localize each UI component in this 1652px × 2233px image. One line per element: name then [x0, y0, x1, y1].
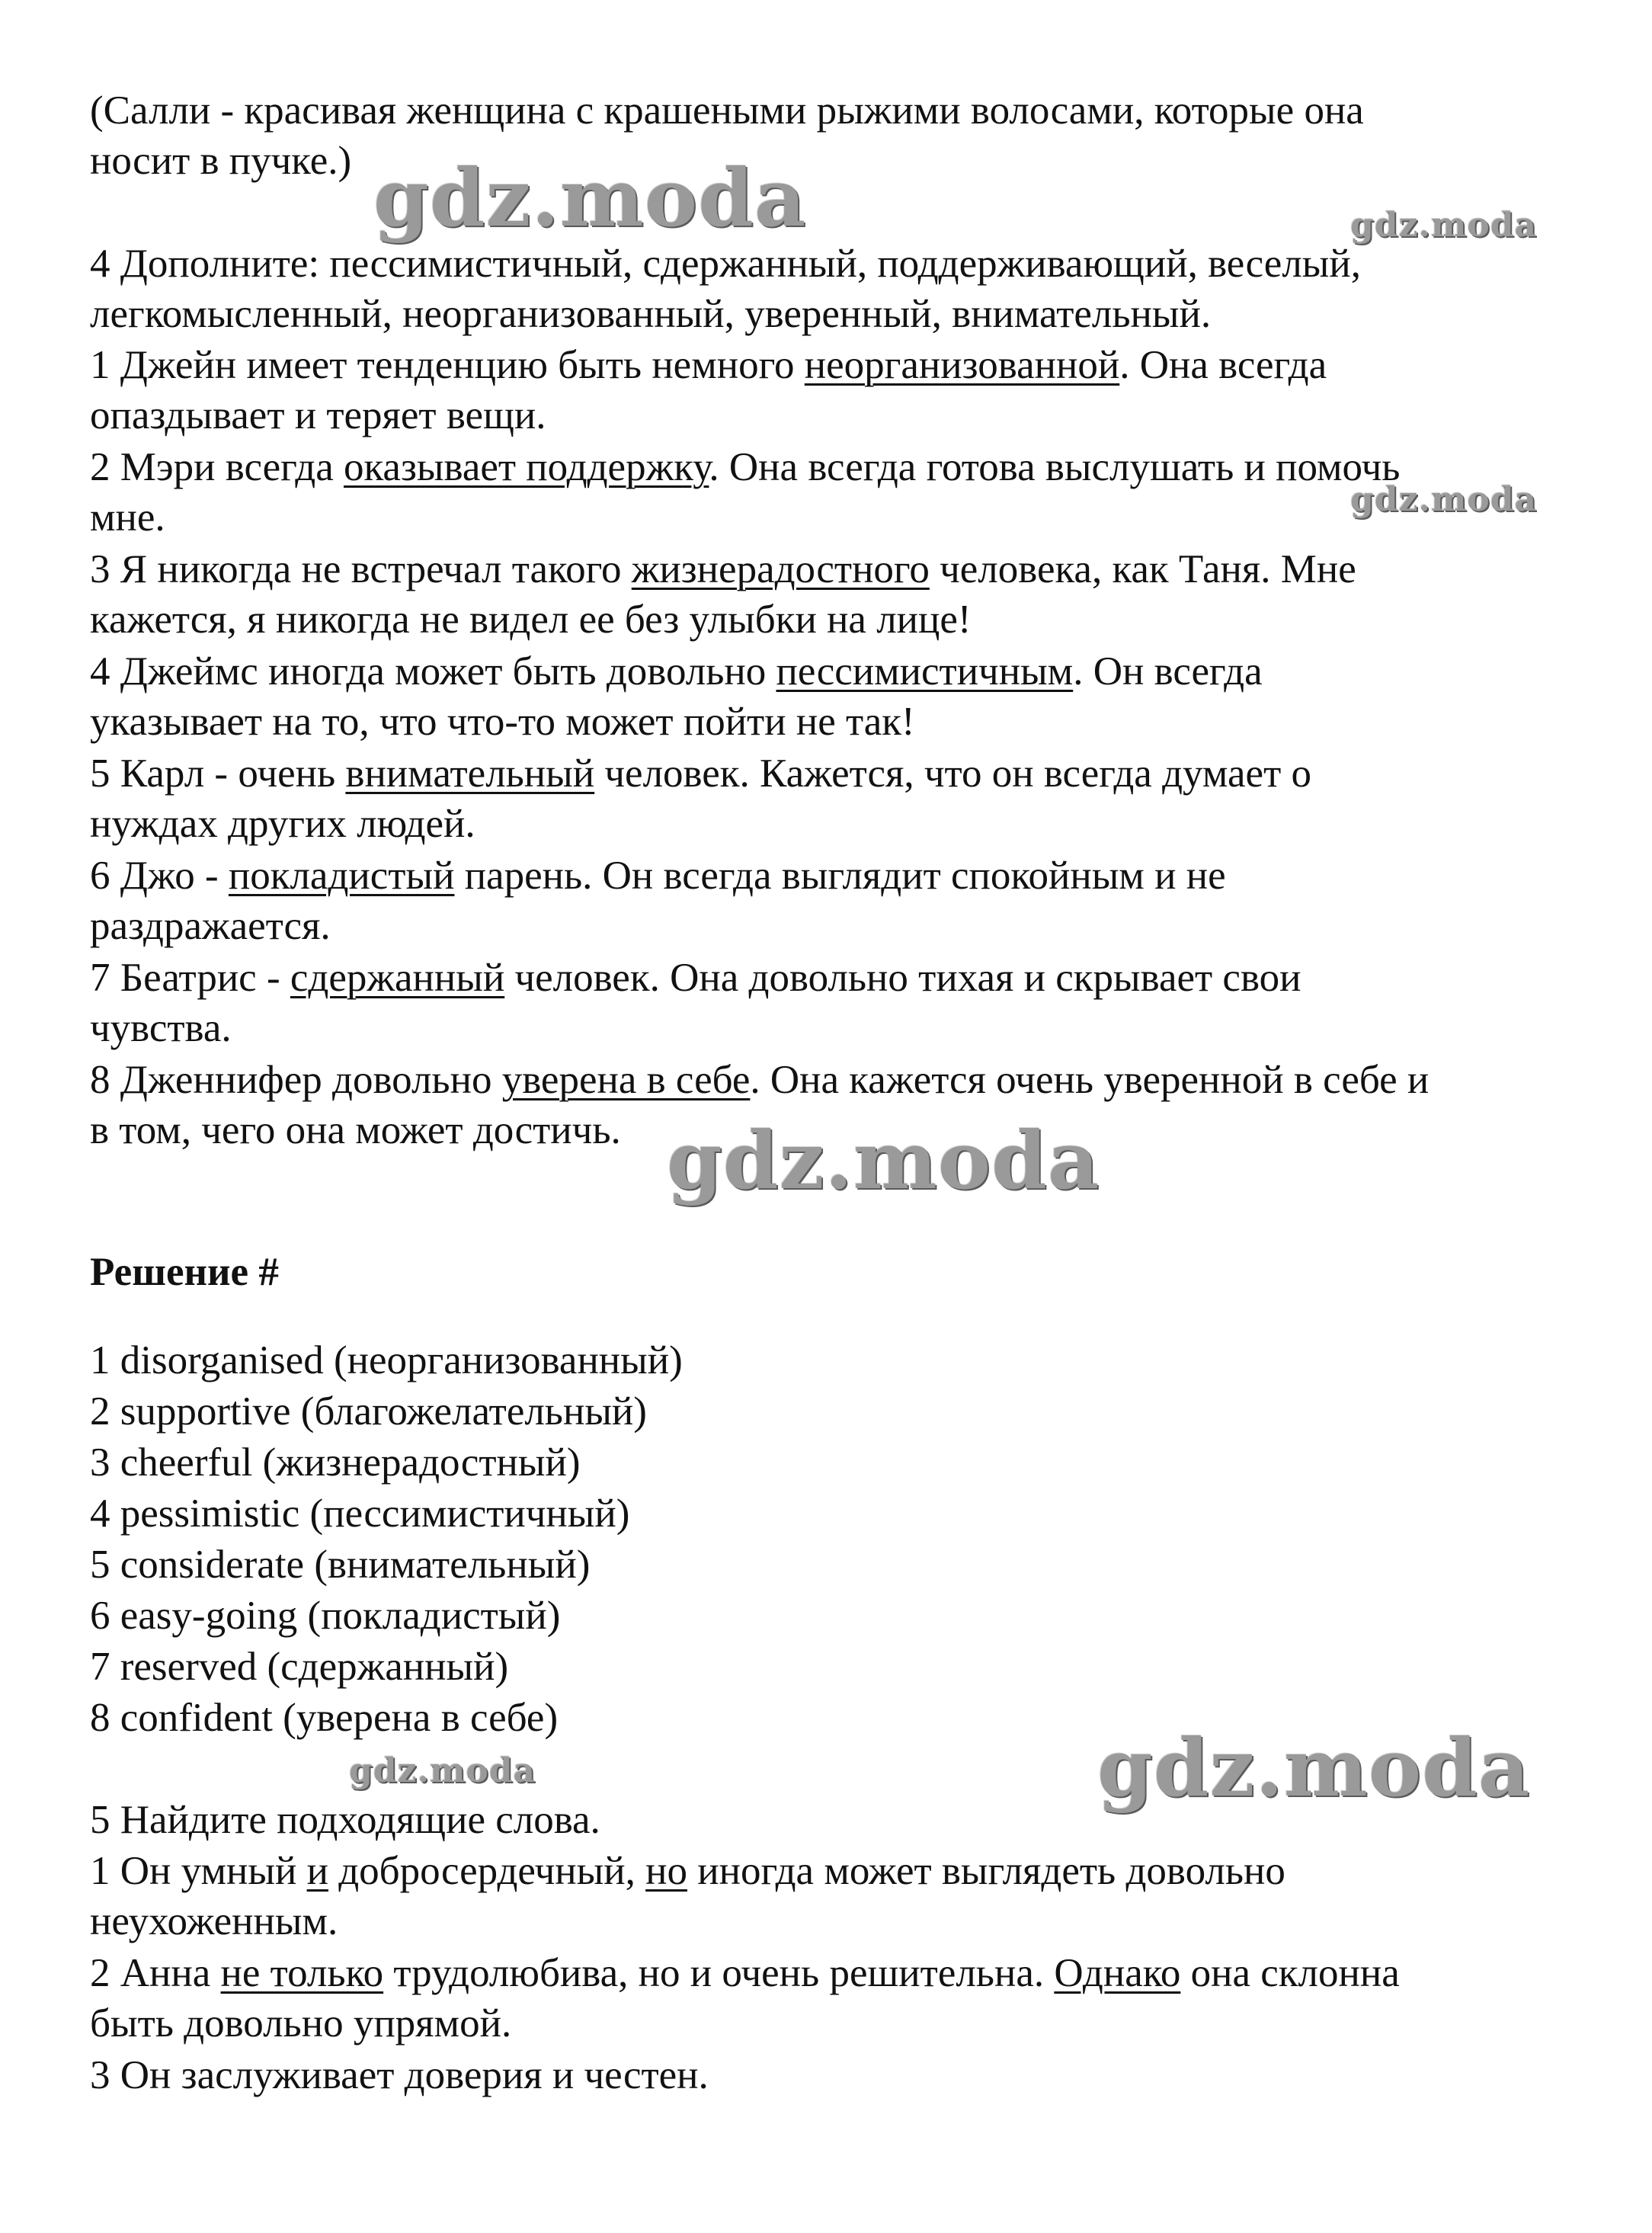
watermark-logo: gdz.moda [1097, 1721, 1531, 1815]
answer-underlined: внимательный [345, 751, 595, 796]
answer-underlined: жизнерадостного [631, 547, 930, 591]
task4-sentence-2-cont: мне. [90, 495, 165, 540]
task5-sentence-2-cont: быть довольно упрямой. [90, 2001, 512, 2046]
answer-underlined: пессимистичным [776, 649, 1074, 694]
task4-sentence-3-cont: кажется, я никогда не видел ее без улыбки на лице! [90, 597, 972, 642]
task4-sentence-7: 7 Беатрис - сдержанный человек. Она довольно тихая и скрывает свои [90, 956, 1301, 1000]
answer-underlined: Однако [1054, 1951, 1181, 1995]
task4-heading-line-1: 4 Дополните: пессимистичный, сдержанный, поддерживающий, веселый, [90, 242, 1361, 286]
task4-sentence-4: 4 Джеймс иногда может быть довольно пессимистичным. Он всегда [90, 649, 1263, 694]
watermark-logo: gdz.moda [1350, 206, 1538, 245]
task4-sentence-1-cont: опаздывает и теряет вещи. [90, 393, 546, 437]
task4-heading-line-2: легкомысленный, неорганизованный, уверенный, внимательный. [90, 292, 1212, 336]
answer-underlined: уверена в себе [501, 1058, 751, 1102]
task4-sentence-7-cont: чувства. [90, 1006, 232, 1050]
solution-answer: 2 supportive (благожелательный) [90, 1389, 647, 1434]
solution-answer: 5 considerate (внимательный) [90, 1543, 591, 1587]
watermark-logo: gdz.moda [373, 151, 807, 245]
answer-underlined: оказывает поддержку [343, 445, 709, 489]
watermark-logo: gdz.moda [349, 1751, 536, 1790]
intro-line-1: (Салли - красивая женщина с крашеными рыжими волосами, которые она [90, 88, 1364, 133]
answer-underlined: и [306, 1849, 328, 1893]
task4-sentence-8-cont: в том, чего она может достичь. [90, 1108, 621, 1152]
answer-underlined: покладистый [228, 854, 455, 898]
solution-answer: 8 confident (уверена в себе) [90, 1696, 559, 1740]
solution-answer: 6 easy-going (покладистый) [90, 1594, 561, 1638]
answer-underlined: сдержанный [290, 956, 505, 1000]
solution-answer: 3 cheerful (жизнерадостный) [90, 1440, 581, 1485]
watermark-logo: gdz.moda [1350, 480, 1538, 519]
task4-sentence-6: 6 Джо - покладистый парень. Он всегда выглядит спокойным и не [90, 854, 1226, 898]
task4-sentence-2: 2 Мэри всегда оказывает поддержку. Она всегда готова выслушать и помочь [90, 445, 1401, 489]
task4-sentence-5-cont: нуждах других людей. [90, 802, 475, 846]
solution-title: Решение # [90, 1250, 279, 1294]
solution-answer: 7 reserved (сдержанный) [90, 1645, 509, 1689]
task5-sentence-1: 1 Он умный и добросердечный, но иногда может выглядеть довольно [90, 1849, 1285, 1893]
answer-underlined: неорганизованной [804, 343, 1120, 387]
task4-sentence-4-cont: указывает на то, что что-то может пойти не так! [90, 700, 915, 744]
task5-heading: 5 Найдите подходящие слова. [90, 1798, 600, 1842]
task5-sentence-1-cont: неухоженным. [90, 1899, 338, 1943]
task4-sentence-3: 3 Я никогда не встречал такого жизнерадостного человека, как Таня. Мне [90, 547, 1356, 591]
intro-line-2: носит в пучке.) [90, 139, 352, 183]
task4-sentence-8: 8 Дженнифер довольно уверена в себе. Она кажется очень уверенной в себе и [90, 1058, 1429, 1102]
task4-sentence-1: 1 Джейн имеет тенденцию быть немного неорганизованной. Она всегда [90, 343, 1327, 387]
solution-answer: 1 disorganised (неорганизованный) [90, 1338, 683, 1382]
answer-underlined: не только [220, 1951, 384, 1995]
task4-sentence-6-cont: раздражается. [90, 904, 331, 948]
task5-sentence-3: 3 Он заслуживает доверия и честен. [90, 2053, 709, 2097]
task5-sentence-2: 2 Анна не только трудолюбива, но и очень решительна. Однако она склонна [90, 1951, 1400, 1995]
solution-answer: 4 pessimistic (пессимистичный) [90, 1491, 630, 1536]
watermark-logo: gdz.moda [667, 1113, 1100, 1207]
task4-sentence-5: 5 Карл - очень внимательный человек. Кажется, что он всегда думает о [90, 751, 1311, 796]
answer-underlined: но [645, 1849, 687, 1893]
